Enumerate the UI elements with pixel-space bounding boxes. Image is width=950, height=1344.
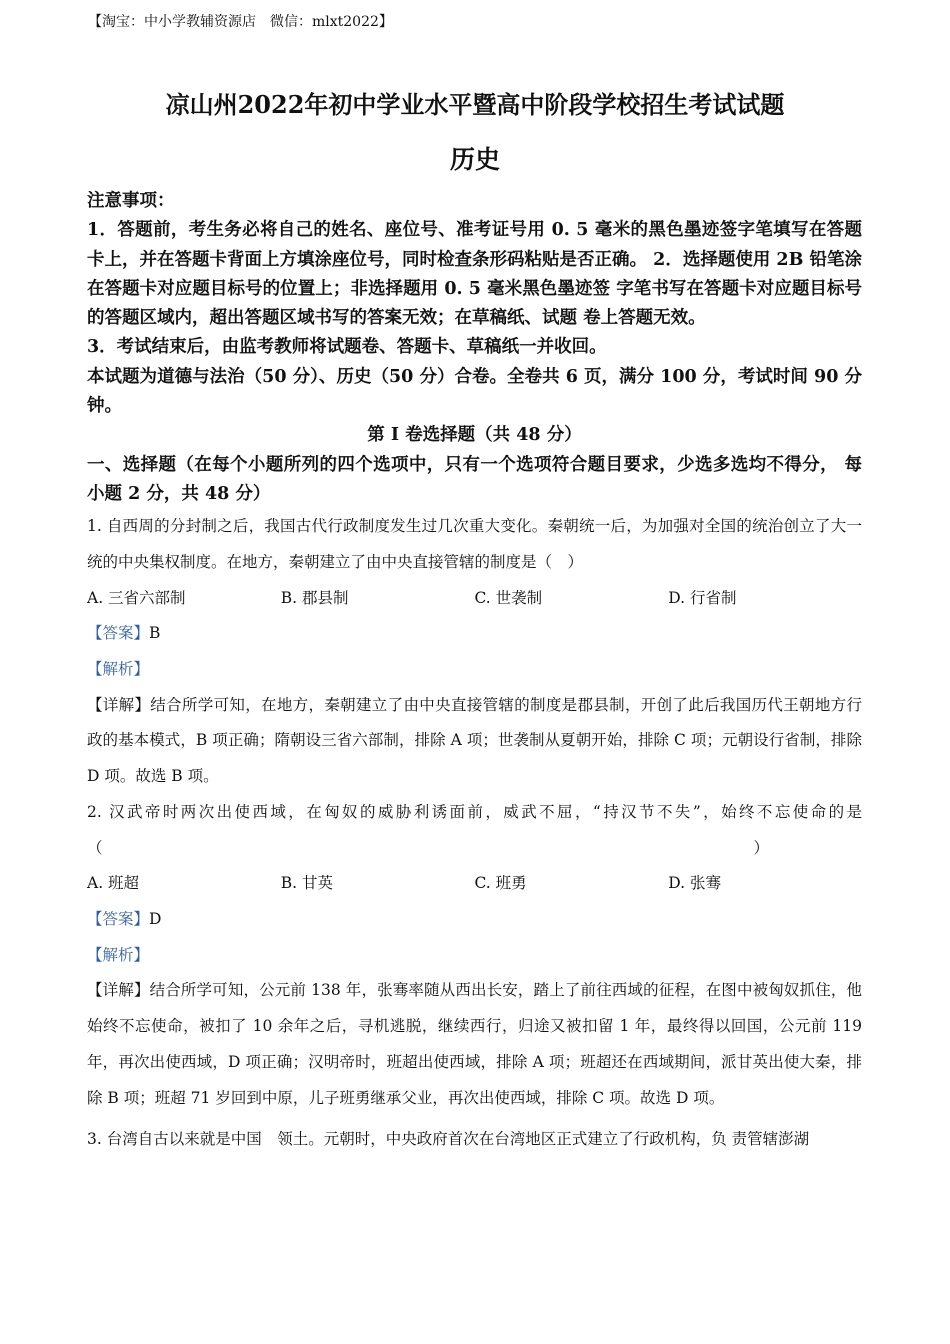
subject-title: 历史 xyxy=(449,145,500,174)
question-2-option-d: D. 张骞 xyxy=(668,874,721,893)
answer-value: D xyxy=(149,910,162,928)
question-1-options xyxy=(87,581,862,617)
question-1-option-c: C. 世袭制 xyxy=(474,588,543,607)
answer-tag: 【答案】 xyxy=(87,910,150,928)
question-1-option-d: D. 行省制 xyxy=(668,588,737,607)
notice-heading: 注意事项： xyxy=(87,191,175,211)
question-2-detail xyxy=(87,973,862,1116)
section-lead: 一、选择题（在每个小题所列的四个选项中，只有一个选项符合题目要求，少选多选均不得分， 每小题 2 分，共 48 分） xyxy=(87,454,862,504)
question-1-option-a: A. 三省六部制 xyxy=(87,588,186,607)
notice-block xyxy=(87,187,862,421)
question-3-stem: 3. 台湾自古以来就是中国 领土。元朝时，中央政府首次在台湾地区正式建立了行政机构，负 责管辖澎湖 xyxy=(87,1130,810,1149)
detail-text: 结合所学可知，在地方，秦朝建立了由中央直接管辖的制度是郡县制，开创了此后我国历代王朝地方行政的基本模式，B 项正确；隋朝设三省六部制，排除 A 项；世袭制从夏朝开始，排除 C 项；元朝设行省制，排除 D 项。故选 B 项。 xyxy=(87,695,862,786)
question-1-answer xyxy=(87,616,862,652)
question-2-answer xyxy=(87,902,862,938)
notice-summary: 本试题为道德与法治（50 分）、历史（50 分）合卷。全卷共 6 页，满分 100 分，考试时间 90 分钟。 xyxy=(87,366,862,417)
question-2-analysis-tag: 【解析】 xyxy=(87,945,150,964)
question-2-options xyxy=(87,866,862,902)
answer-value: B xyxy=(149,624,161,643)
document-body xyxy=(87,187,862,1158)
header-note: 【淘宝：中小学教辅资源店 微信：mlxt2022】 xyxy=(88,14,393,30)
detail-text: 结合所学可知，公元前 138 年，张骞率随从西出长安，踏上了前往西域的征程，在图中被匈奴抓住，他始终不忘使命，被扣了 10 余年之后，寻机逃脱，继续西行，归途又被扣留 1 年，最终得以回国，公元前 119 年，再次出使西域，D 项正确；汉明帝时，班超出使西域，排除 A 项；班超还在西域期间，派甘英出使大秦，排除 B 项；班超 71 岁回到中原，儿子班勇继承父业，再次出使西域，排除 C 项。故选 D 项。 xyxy=(87,981,862,1107)
question-2-option-c: C. 班勇 xyxy=(474,874,527,893)
question-1-stem: 1. 自西周的分封制之后，我国古代行政制度发生过几次重大变化。秦朝统一后，为加强对全国的统治创立了大一统的中央集权制度。在地方，秦朝建立了由中央直接管辖的制度是（ ） xyxy=(87,517,862,571)
question-1-option-b: B. 郡县制 xyxy=(280,588,349,607)
notice-item-1: 1．答题前，考生务必将自己的姓名、座位号、准考证号用 0. 5 毫米的黑色墨迹签字笔填写在答题卡上，并在答题卡背面上方填涂座位号，同时检查条形码粘贴是否正确。 2．选择题使用 2B 铅笔涂在答题卡对应题目标号的位置上；非选择题用 0. 5 毫米黑色墨迹签 字笔书写在答题卡对应题目标号的答题区域内，超出答题区域书写的答案无效；在草稿纸、试题 卷上答题无效。 xyxy=(87,220,863,329)
detail-tag: 【详解】 xyxy=(87,981,150,1000)
section-title: 第 I 卷选择题（共 48 分） xyxy=(367,425,582,446)
notice-item-3: 3．考试结束后，由监考教师将试题卷、答题卡、草稿纸一并收回。 xyxy=(87,337,607,358)
answer-tag: 【答案】 xyxy=(87,624,150,643)
exam-title: 凉山州2022年初中学业水平暨高中阶段学校招生考试试题 xyxy=(165,90,785,119)
question-2-option-a: A. 班超 xyxy=(87,874,140,893)
question-1-analysis-tag: 【解析】 xyxy=(87,660,150,679)
detail-tag: 【详解】 xyxy=(87,695,151,714)
question-1-detail xyxy=(87,688,862,795)
question-2-stem: 2. 汉武帝时两次出使西域，在匈奴的威胁利诱面前，威武不屈，“持汉节不失”，始终不忘使命的是（ ） xyxy=(87,802,862,857)
question-2-option-b: B. 甘英 xyxy=(280,874,333,893)
